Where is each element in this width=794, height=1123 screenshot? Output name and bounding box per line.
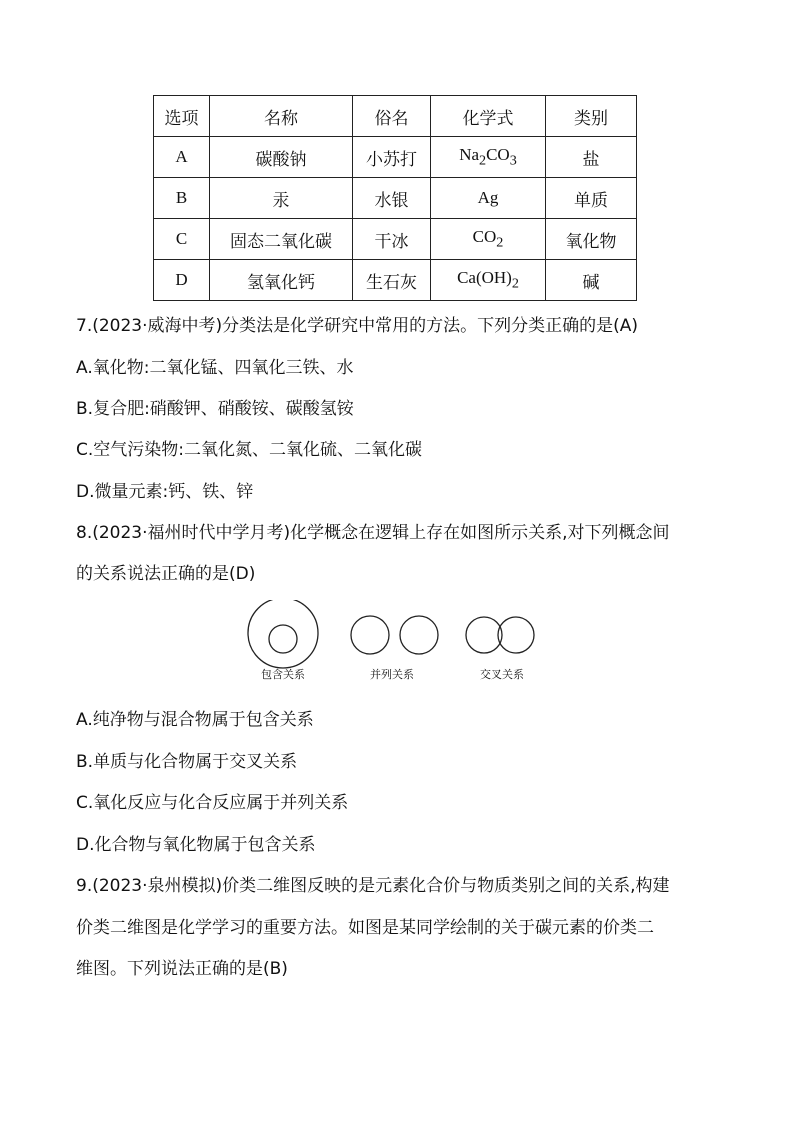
cell-common-name: 小苏打 <box>353 137 431 178</box>
header-common-name: 俗名 <box>353 96 431 137</box>
cell-category: 单质 <box>546 178 637 219</box>
parallel-diagram <box>351 616 438 681</box>
cell-category: 碱 <box>546 260 637 301</box>
cell-formula: Ag <box>431 178 546 219</box>
q8-stem-line1: 8.(2023·福州时代中学月考)化学概念在逻辑上存在如图所示关系,对下列概念间 <box>76 523 670 543</box>
cell-name: 汞 <box>210 178 353 219</box>
cell-formula: $Na_2CO_3$ <box>431 137 546 178</box>
q8-stem-line2: 的关系说法正确的是(D) <box>76 564 256 584</box>
table-header-row <box>154 96 637 137</box>
cell-formula: $Ca(OH)_2$ <box>431 260 546 301</box>
chemistry-table <box>153 95 637 301</box>
cell-common-name: 水银 <box>353 178 431 219</box>
cell-common-name: 生石灰 <box>353 260 431 301</box>
table-row <box>154 219 637 260</box>
header-category: 类别 <box>546 96 637 137</box>
label-inclusion: 包含关系 <box>261 668 305 681</box>
q8-option-d: D.化合物与氧化物属于包含关系 <box>76 835 316 855</box>
q7-option-c: C.空气污染物:二氧化氮、二氧化硫、二氧化碳 <box>76 440 423 460</box>
q9-stem-line3: 维图。下列说法正确的是(B) <box>76 959 288 979</box>
intersection-diagram <box>466 617 534 681</box>
cell-option: B <box>154 178 210 219</box>
table-row <box>154 137 637 178</box>
q8-option-c: C.氧化反应与化合反应属于并列关系 <box>76 793 349 813</box>
table-row <box>154 178 637 219</box>
cell-formula: $CO_2$ <box>431 219 546 260</box>
cell-name: 碳酸钠 <box>210 137 353 178</box>
q7-option-d: D.微量元素:钙、铁、锌 <box>76 482 254 502</box>
cell-name: 固态二氧化碳 <box>210 219 353 260</box>
header-option: 选项 <box>154 96 210 137</box>
cell-option: D <box>154 260 210 301</box>
cell-category: 盐 <box>546 137 637 178</box>
header-name: 名称 <box>210 96 353 137</box>
label-parallel: 并列关系 <box>370 668 414 681</box>
header-formula: 化学式 <box>431 96 546 137</box>
relationship-diagram <box>240 600 550 694</box>
q9-stem-line1: 9.(2023·泉州模拟)价类二维图反映的是元素化合价与物质类别之间的关系,构建 <box>76 876 670 896</box>
q7-option-b: B.复合肥:硝酸钾、硝酸铵、碳酸氢铵 <box>76 399 354 419</box>
q8-option-b: B.单质与化合物属于交叉关系 <box>76 752 298 772</box>
cell-option: C <box>154 219 210 260</box>
table-row <box>154 260 637 301</box>
cell-common-name: 干冰 <box>353 219 431 260</box>
cell-name: 氢氧化钙 <box>210 260 353 301</box>
inclusion-diagram <box>248 600 318 681</box>
cell-option: A <box>154 137 210 178</box>
q9-stem-line2: 价类二维图是化学学习的重要方法。如图是某同学绘制的关于碳元素的价类二 <box>76 918 654 938</box>
q8-option-a: A.纯净物与混合物属于包含关系 <box>76 710 314 730</box>
label-intersection: 交叉关系 <box>480 668 524 681</box>
q7-option-a: A.氧化物:二氧化锰、四氧化三铁、水 <box>76 358 354 378</box>
cell-category: 氧化物 <box>546 219 637 260</box>
q7-stem: 7.(2023·威海中考)分类法是化学研究中常用的方法。下列分类正确的是(A) <box>76 316 639 336</box>
